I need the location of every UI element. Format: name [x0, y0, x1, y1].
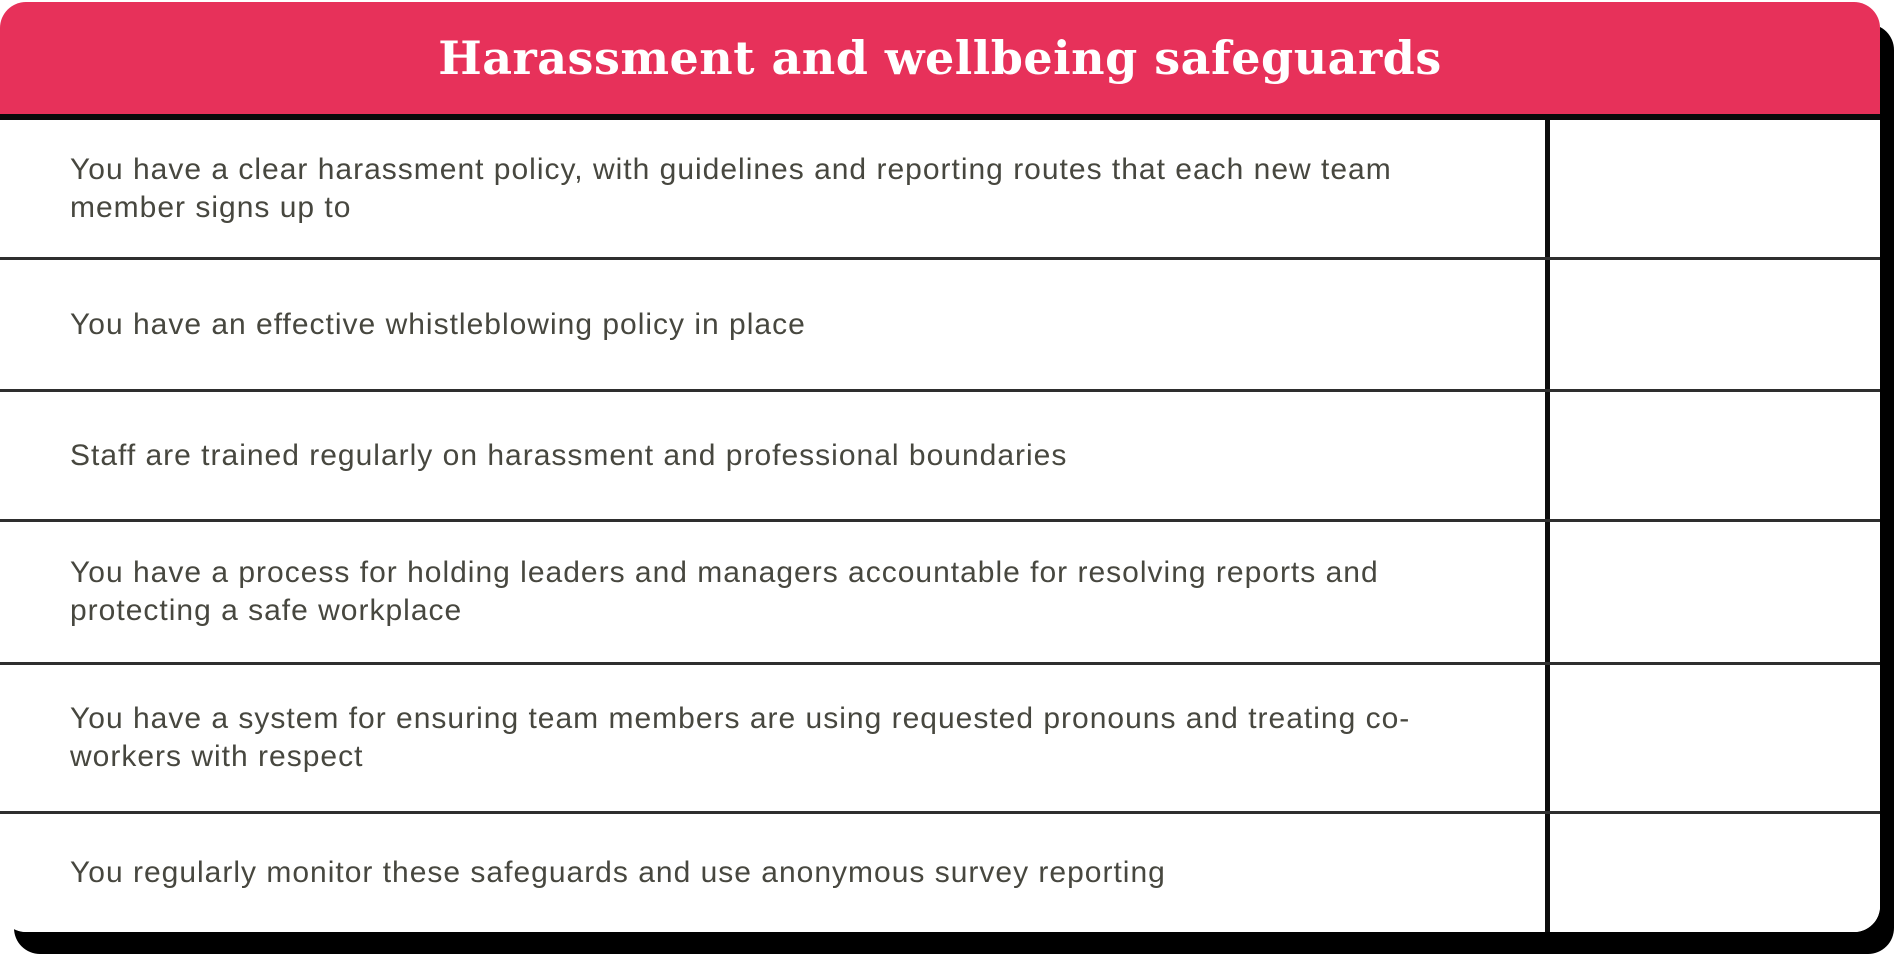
checkbox-cell[interactable] — [1545, 522, 1880, 662]
table-row — [0, 392, 1880, 522]
checklist-item-text: You have a system for ensuring team members are using requested pronouns and treating co-workers with respect — [70, 702, 1411, 773]
checkbox-cell[interactable] — [1545, 392, 1880, 519]
checklist-card — [0, 2, 1880, 932]
checkbox-cell[interactable] — [1545, 814, 1880, 932]
checkbox-cell[interactable] — [1545, 260, 1880, 389]
checklist-header — [0, 2, 1880, 120]
checklist-item-text: You have an effective whistleblowing policy in place — [70, 307, 806, 341]
table-row — [0, 665, 1880, 814]
page-title: Harassment and wellbeing safeguards — [438, 31, 1442, 85]
table-row — [0, 260, 1880, 392]
table-row — [0, 522, 1880, 665]
checkbox-cell[interactable] — [1545, 665, 1880, 811]
checkbox-cell[interactable] — [1545, 120, 1880, 257]
checklist-item-text: You have a clear harassment policy, with guidelines and reporting routes that each new team member signs up to — [70, 152, 1392, 224]
table-row — [0, 814, 1880, 932]
checklist-item-text: You regularly monitor these safeguards and use anonymous survey reporting — [70, 856, 1166, 889]
table-row — [0, 120, 1880, 260]
checklist-item-text: Staff are trained regularly on harassment and professional boundaries — [70, 438, 1068, 472]
checklist-item-text: You have a process for holding leaders and managers accountable for resolving reports and protecting a safe workplace — [70, 556, 1379, 627]
checklist-rows — [0, 120, 1880, 932]
